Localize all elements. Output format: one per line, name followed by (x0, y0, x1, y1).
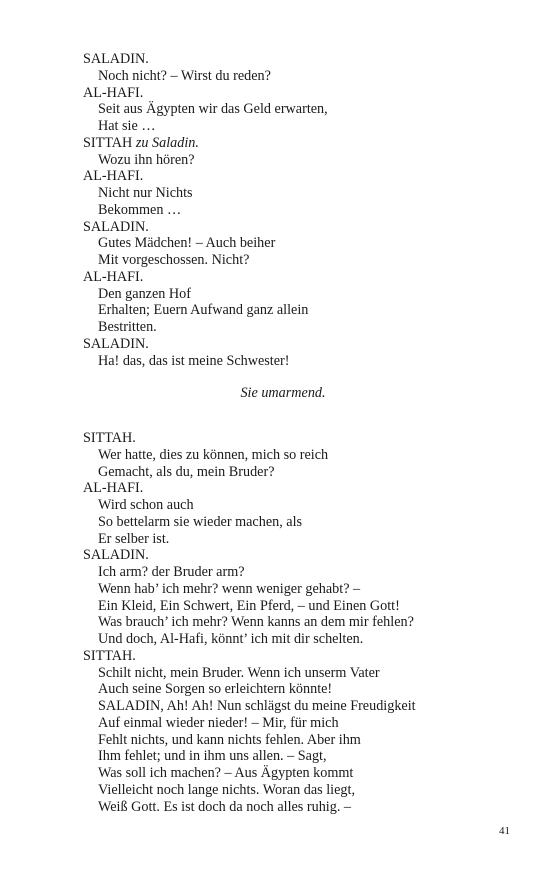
verse-line: Ha! das, das ist meine Schwester! (98, 352, 290, 369)
verse-line: Mit vorgeschossen. Nicht? (98, 252, 250, 268)
verse-line: Auf einmal wieder nieder! – Mir, für mich (98, 714, 339, 731)
verse-line: Fehlt nichts, und kann nichts fehlen. Aber ihm (98, 731, 361, 748)
page-number: 41 (499, 825, 510, 837)
verse-line: So bettelarm sie wieder machen, als (98, 513, 303, 530)
verse-line: Und doch, Al-Hafi, könnt’ ich mit dir schelten. (98, 631, 364, 647)
verse-line: Hat sie … (98, 118, 156, 134)
verse-line: Seit aus Ägypten wir das Geld erwarten, (98, 101, 328, 118)
verse-line: Auch seine Sorgen so erleichtern könnte! (98, 681, 333, 698)
verse-line: Bekommen … (98, 201, 182, 218)
speaker-label: SITTAH. (83, 430, 136, 446)
speaker-name (83, 269, 483, 286)
verse-line: Gutes Mädchen! – Auch beiher (98, 235, 276, 252)
speaker-name (83, 547, 483, 564)
speaker-label: SALADIN. (83, 218, 149, 235)
speaker-direction: zu Saladin. (135, 134, 199, 151)
verse-line: Bestritten. (98, 319, 157, 335)
speaker-label: SITTAH. (83, 647, 136, 664)
speaker-label: SITTAH (83, 134, 133, 151)
verse-line: Weiß Gott. Es ist doch da noch alles ruhig. – (98, 798, 352, 815)
speaker-label: AL-HAFI. (83, 84, 144, 101)
speaker-name (83, 51, 483, 68)
verse-line: Wenn hab’ ich mehr? wenn weniger gehabt? – (98, 580, 361, 597)
speaker-name (83, 336, 483, 353)
speaker-label: AL-HAFI. (83, 268, 144, 285)
verse-line: SALADIN, Ah! Ah! Nun schlägst du meine Freudigkeit (98, 698, 416, 714)
verse-line: Ich arm? der Bruder arm? (98, 564, 245, 580)
speaker-label: SALADIN. (83, 547, 149, 564)
play-text (83, 51, 483, 815)
verse-line: Gemacht, als du, mein Bruder? (98, 463, 275, 480)
verse-line: Was soll ich machen? – Aus Ägypten kommt (98, 765, 354, 781)
verse-line: Erhalten; Euern Aufwand ganz allein (98, 302, 309, 319)
verse-line: Ihm fehlet; und in ihm uns allen. – Sagt, (98, 748, 327, 765)
verse-line: Ein Kleid, Ein Schwert, Ein Pferd, – und Einen Gott! (98, 597, 400, 614)
speaker-name (83, 648, 483, 665)
speaker-label: SALADIN. (83, 51, 149, 67)
dialogue-part-2 (83, 430, 483, 815)
verse-line: Vielleicht noch lange nichts. Woran das liegt, (98, 781, 355, 798)
verse-line: Nicht nur Nichts (98, 185, 193, 201)
verse-line: Was brauch’ ich mehr? Wenn kanns an dem mir fehlen? (98, 614, 414, 631)
verse-line: Er selber ist. (98, 530, 170, 547)
speaker-name (83, 430, 483, 447)
speaker-label: AL-HAFI. (83, 168, 144, 185)
dialogue-part-1 (83, 51, 483, 369)
speaker-name (83, 219, 483, 236)
verse-line: Den ganzen Hof (98, 285, 191, 302)
speaker-name (83, 85, 483, 102)
verse-line: Noch nicht? – Wirst du reden? (98, 67, 271, 84)
verse-line: Schilt nicht, mein Bruder. Wenn ich unserm Vater (98, 664, 380, 681)
speaker-name (83, 168, 483, 185)
speaker-name (83, 135, 483, 152)
stage-direction: Sie umarmend. (240, 385, 326, 402)
speaker-label: AL-HAFI. (83, 480, 144, 497)
verse-line: Wer hatte, dies zu können, mich so reich (98, 446, 329, 463)
speaker-label: SALADIN. (83, 335, 149, 352)
verse-line: Wird schon auch (98, 497, 194, 513)
speaker-name (83, 480, 483, 497)
verse-line: Wozu ihn hören? (98, 151, 195, 168)
